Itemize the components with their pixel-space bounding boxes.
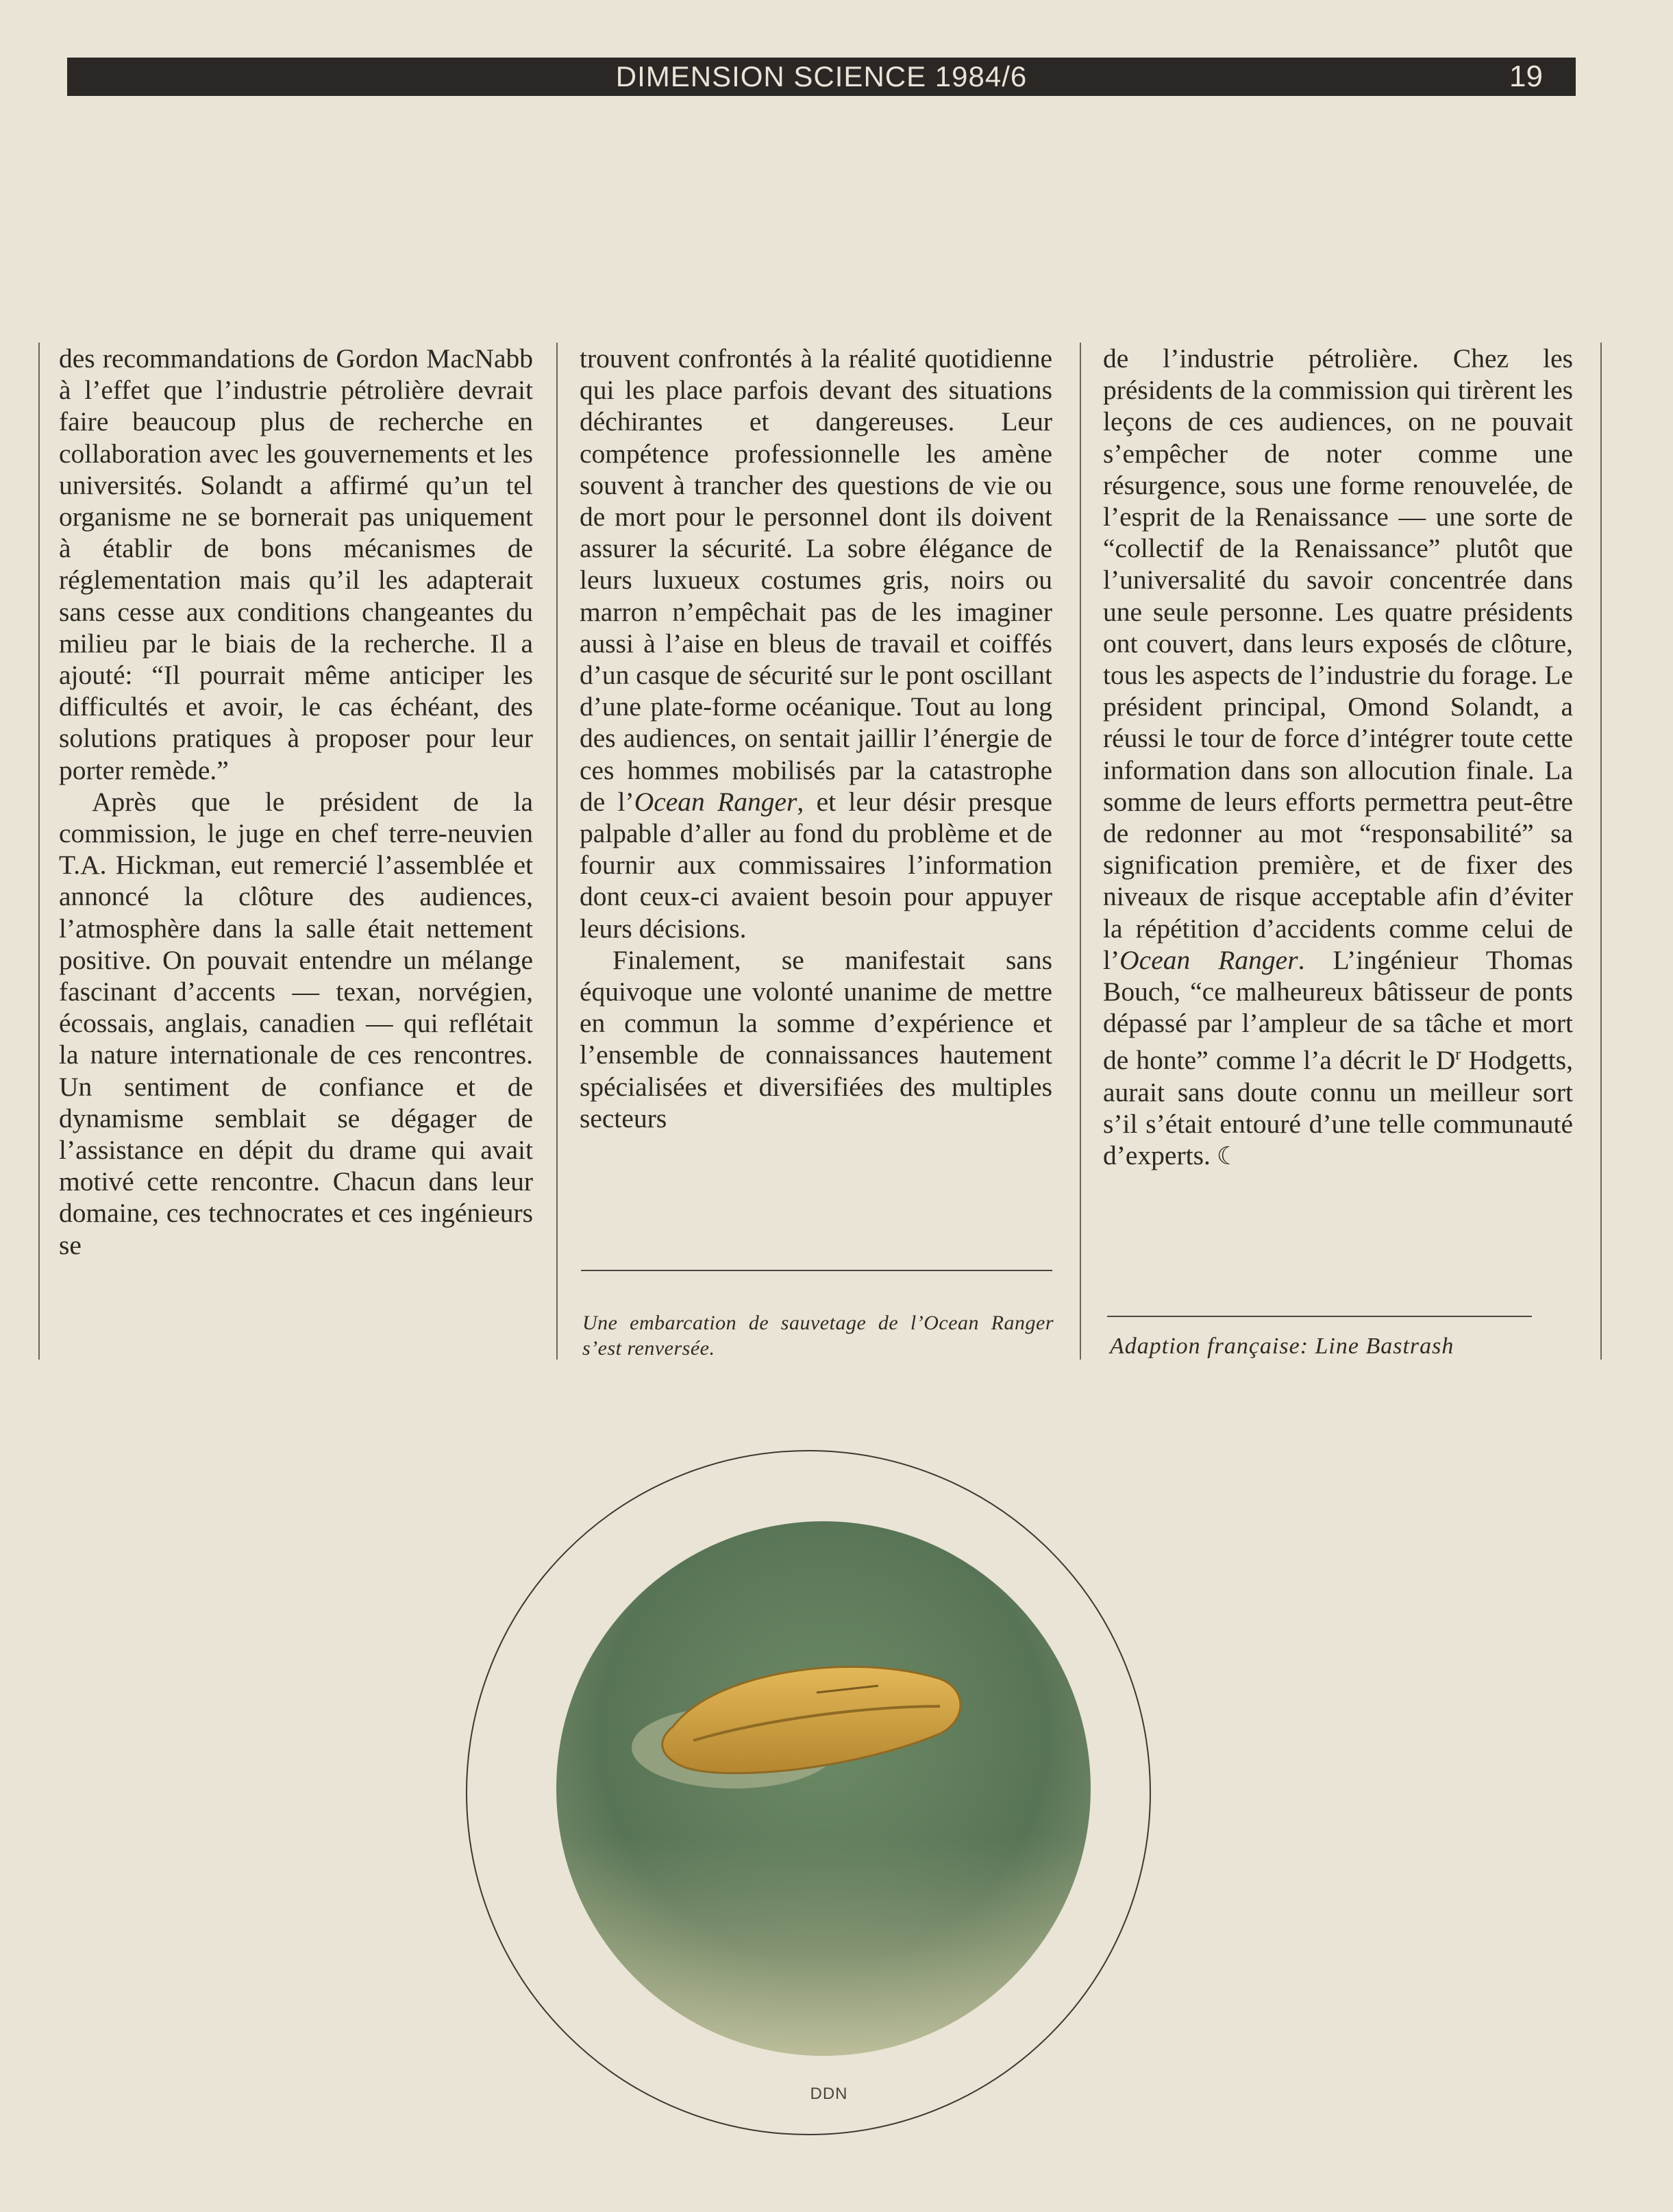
lifeboat-photo [556,1521,1091,2056]
paragraph: des recommandations de Gordon MacNabb à l’effet que l’industrie pétrolière devrait faire beaucoup plus de recherche en collaboration avec les gouvernements et les universités. Solandt a affirmé qu’un tel organisme ne se bornerait pas uniquement à établir de bons mécanismes de réglementation mais qu’il les adapterait sans cesse aux conditions changeantes du milieu par le biais de la recherche. Il a ajouté: “Il pourrait même anticiper les difficultés et avoir, le cas échéant, des solutions pratiques à proposer pour leur porter remède.” [59,343,533,785]
column-divider-left [38,343,40,1360]
credit-rule [1107,1316,1532,1317]
caption-text: s’est renversée. [582,1337,715,1360]
paragraph [580,343,1052,944]
column-divider-2 [1080,343,1081,1360]
paragraph [1103,343,1573,1172]
caption-rule [581,1270,1052,1271]
paragraph: Après que le président de la commission, le juge en chef terre-neuvien T.A. Hickman, eut remercié l’assemblée et annoncé la clôture des audiences, l’atmosphère dans la salle était nettement positive. On pouvait entendre un mélange fascinant d’accents — texan, norvégien, écossais, anglais, canadien — qui reflétait la nature internationale de ces rencontres. Un sentiment de confiance et de dynamisme semblait se dégager de l’assistance en dépit du drame qui avait motivé cette rencontre. Chacun dans leur domaine, ces technocrates et ces ingénieurs se [59,786,533,1260]
lifeboat-illustration [556,1521,1091,2056]
paragraph-text: , et leur désir presque palpable d’aller au fond du problème et de fournir aux commissaires l’information dont ceux-ci avaient besoin pour appuyer leurs décisions. [580,786,1052,944]
ship-name: Ocean Ranger [1119,944,1298,975]
end-of-article-icon: ☾ [1210,1142,1239,1170]
superscript: r [1455,1046,1461,1064]
article-column-2 [580,343,1052,1134]
paragraph-text: . L’ingénieur Thomas Bouch, “ce malheureux bâtisseur de ponts dépassé par l’ampleur de sa tâche et mort de honte” comme l’a décrit le D [1103,944,1573,1076]
photo-credit: DDN [810,2085,848,2103]
caption-text: Une embarcation de sauvetage de l’ [582,1312,924,1334]
paragraph-text: Hodgetts, aurait sans doute connu un meilleur sort s’il s’était entouré d’une telle communauté d’experts. [1103,1045,1573,1171]
photo-caption [582,1310,1054,1361]
column-divider-right [1600,343,1602,1360]
publication-title: DIMENSION SCIENCE 1984/6 [615,60,1028,93]
ship-name: Ocean Ranger [634,786,797,817]
paragraph-text: trouvent confrontés à la réalité quotidienne qui les place parfois devant des situations déchirantes et dangereuses. Leur compétence professionnelle les amène souvent à trancher des questions de vie ou de mort pour le personnel dont ils doivent assurer la sécurité. La sobre élégance de leurs luxueux costumes gris, noirs ou marron n’empêchait pas de les imaginer aussi à l’aise en bleus de travail et coiffés d’un casque de sécurité sur le pont oscillant d’une plate-forme océanique. Tout au long des audiences, on sentait jaillir l’énergie de ces hommes mobilisés par la catastrophe de l’ [580,343,1052,817]
column-divider-1 [556,343,558,1360]
article-column-3 [1103,343,1573,1172]
translation-credit: Adaption française: Line Bastrash [1110,1334,1454,1359]
article-column-1 [59,343,533,1261]
paragraph: Finalement, se manifestait sans équivoque une volonté unanime de mettre en commun la somme d’expérience et l’ensemble de connaissances hautement spécialisées et diversifiées des multiples secteurs [580,944,1052,1133]
paragraph-text: de l’industrie pétrolière. Chez les présidents de la commission qui tirèrent les leçons de ces audiences, on ne pouvait s’empêcher de noter comme une résurgence, sous une forme renouvelée, de l’esprit de la Renaissance — une sorte de “collectif de la Renaissance” plutôt que l’universalité du savoir concentrée dans une seule personne. Les quatre présidents ont couvert, dans leurs exposés de clôture, tous les aspects de l’industrie du forage. Le président principal, Omond Solandt, a réussi le tour de force d’intégrer toute cette information dans son allocution finale. La somme de leurs efforts permettra peut-être de redonner au mot “responsabilité” sa signification première, et de fixer des niveaux de risque acceptable afin d’éviter la répétition d’accidents comme celui de l’ [1103,343,1573,975]
ship-name: Ocean Ranger [924,1312,1054,1334]
page-number: 19 [1509,60,1543,93]
header-bar [67,58,1576,96]
